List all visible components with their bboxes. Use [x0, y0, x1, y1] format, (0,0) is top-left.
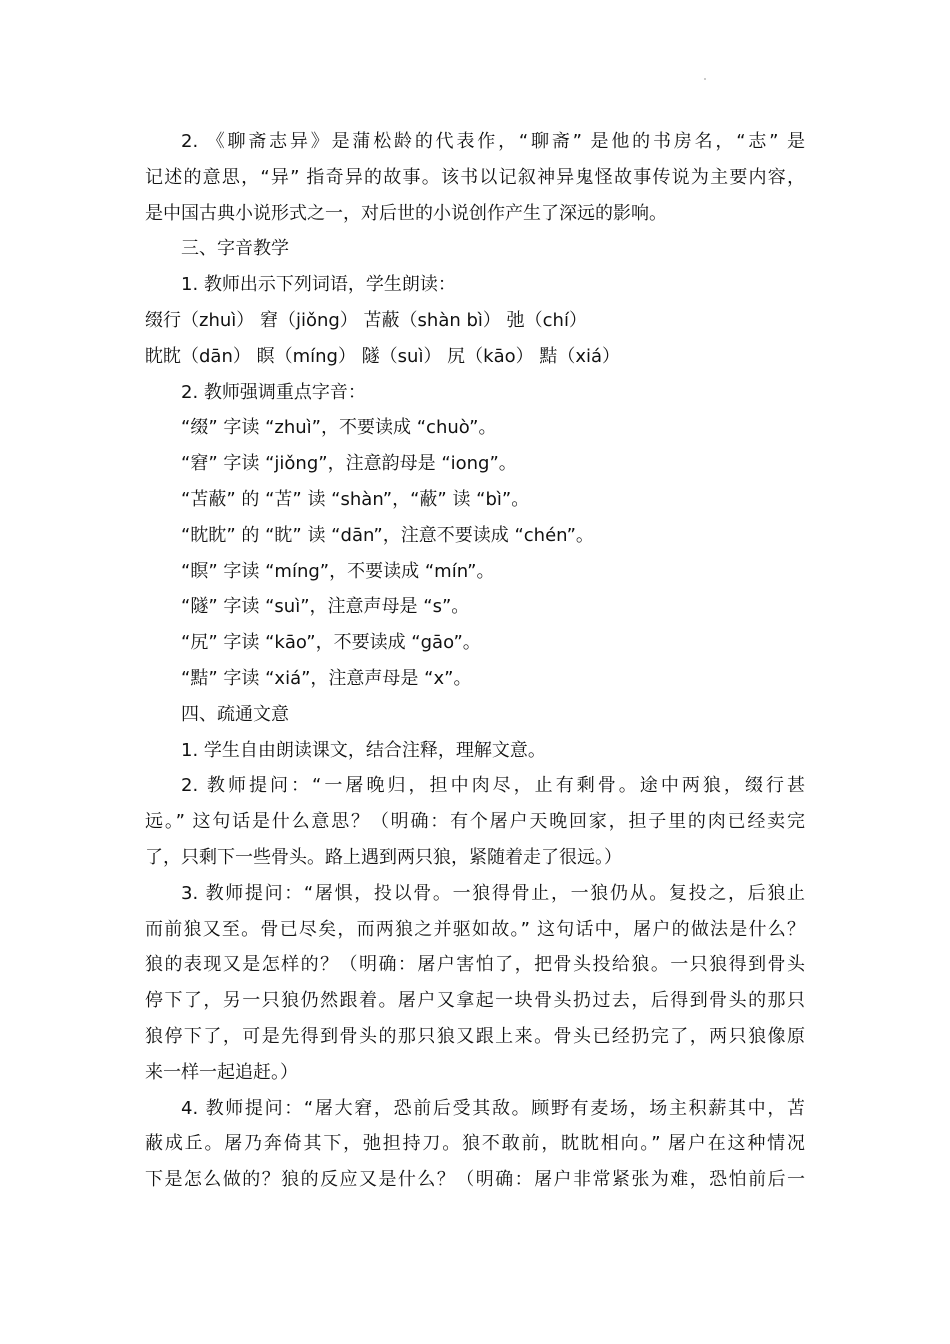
- pronunciation-note: [145, 518, 805, 554]
- text-line: 2. 教师提问：“一屠晚归，担中肉尽，止有剩骨。途中两狼，缀行甚: [181, 775, 805, 797]
- text-line: 缀行（zhuì） 窘（jiǒng） 苫蔽（shàn bì） 弛（chí）: [145, 309, 587, 331]
- pronunciation-note: [145, 446, 805, 482]
- text-line: 2. 教师强调重点字音：: [181, 381, 366, 403]
- text-line: 记述的意思，“异” 指奇异的故事。该书以记叙神异鬼怪故事传说为主要内容，: [145, 166, 805, 188]
- text-line: 1. 学生自由朗读课文，结合注释，理解文意。: [181, 739, 546, 761]
- pronunciation-note: [145, 625, 805, 661]
- paragraph-words-intro: [145, 267, 805, 303]
- heading-text: 四、疏通文意: [181, 703, 289, 725]
- pronunciation-note: [145, 482, 805, 518]
- heading-text: 三、字音教学: [181, 238, 289, 260]
- word-list-row-2: [145, 339, 805, 375]
- text-line: 了，只剩下一些骨头。路上遇到两只狼，紧随着走了很远。）: [145, 846, 622, 868]
- pronunciation-note: [145, 589, 805, 625]
- text-line: 2. 《聊斋志异》是蒲松龄的代表作，“聊斋” 是他的书房名，“志” 是: [181, 131, 805, 152]
- text-line: 而前狼又至。骨已尽矣，而两狼之并驱如故。” 这句话中，屠户的做法是什么？: [145, 918, 805, 940]
- paragraph-key-sounds-intro: [145, 375, 805, 411]
- word-list-row-1: [145, 303, 805, 339]
- text-line: “瞑” 字读 “míng”，不要读成 “mín”。: [181, 560, 495, 582]
- text-line: “隧” 字读 “suì”，注意声母是 “s”。: [181, 596, 470, 618]
- pronunciation-note: [145, 410, 805, 446]
- pronunciation-note: [145, 661, 805, 697]
- text-line: “缀” 字读 “zhuì”，不要读成 “chuò”。: [181, 417, 497, 439]
- pronunciation-note: [145, 554, 805, 590]
- text-line: 眈眈（dān） 瞑（míng） 隧（suì） 尻（kāo） 黠（xiá）: [145, 345, 621, 367]
- text-line: 远。” 这句话是什么意思？（明确：有个屠户天晚回家，担子里的肉已经卖完: [145, 811, 805, 833]
- text-line: 狼停下了，可是先得到骨头的那只狼又跟上来。骨头已经扔完了，两只狼像原: [145, 1025, 805, 1047]
- paragraph-question-4: [145, 1091, 805, 1198]
- text-line: 蔽成丘。屠乃奔倚其下，弛担持刀。狼不敢前，眈眈相向。” 屠户在这种情况: [145, 1133, 805, 1155]
- section-heading-meaning: [145, 697, 805, 733]
- document-body: [145, 124, 805, 1198]
- text-line: 停下了，另一只狼仍然跟着。屠户又拿起一块骨头扔过去，后得到骨头的那只: [145, 990, 805, 1012]
- section-heading-pronunciation: [145, 231, 805, 267]
- text-line: 来一样一起追赶。）: [145, 1061, 298, 1083]
- text-line: 4. 教师提问：“屠大窘，恐前后受其敌。顾野有麦场，场主积薪其中，苫: [181, 1097, 805, 1119]
- paragraph-question-2: [145, 768, 805, 875]
- paragraph-liaozhai-note: [145, 124, 805, 231]
- text-line: “尻” 字读 “kāo”，不要读成 “gāo”。: [181, 632, 481, 654]
- text-line: “窘” 字读 “jiǒng”，注意韵母是 “iong”。: [181, 453, 517, 475]
- text-line: 狼的表现又是怎样的？（明确：屠户害怕了，把骨头投给狼。一只狼得到骨头: [145, 954, 805, 976]
- page-mark: [704, 78, 706, 80]
- text-line: 3. 教师提问：“屠惧，投以骨。一狼得骨止，一狼仍从。复投之，后狼止: [181, 882, 805, 904]
- text-line: “眈眈” 的 “眈” 读 “dān”，注意不要读成 “chén”。: [181, 524, 594, 546]
- text-line: “苫蔽” 的 “苫” 读 “shàn”，“蔽” 读 “bì”。: [181, 488, 530, 510]
- text-line: 是中国古典小说形式之一，对后世的小说创作产生了深远的影响。: [145, 202, 667, 224]
- text-line: “黠” 字读 “xiá”，注意声母是 “x”。: [181, 667, 472, 689]
- text-line: 1. 教师出示下列词语，学生朗读：: [181, 274, 456, 296]
- paragraph-free-reading: [145, 733, 805, 769]
- paragraph-question-3: [145, 876, 805, 1091]
- text-line: 下是怎么做的？狼的反应又是什么？（明确：屠户非常紧张为难，恐怕前后一: [145, 1169, 805, 1191]
